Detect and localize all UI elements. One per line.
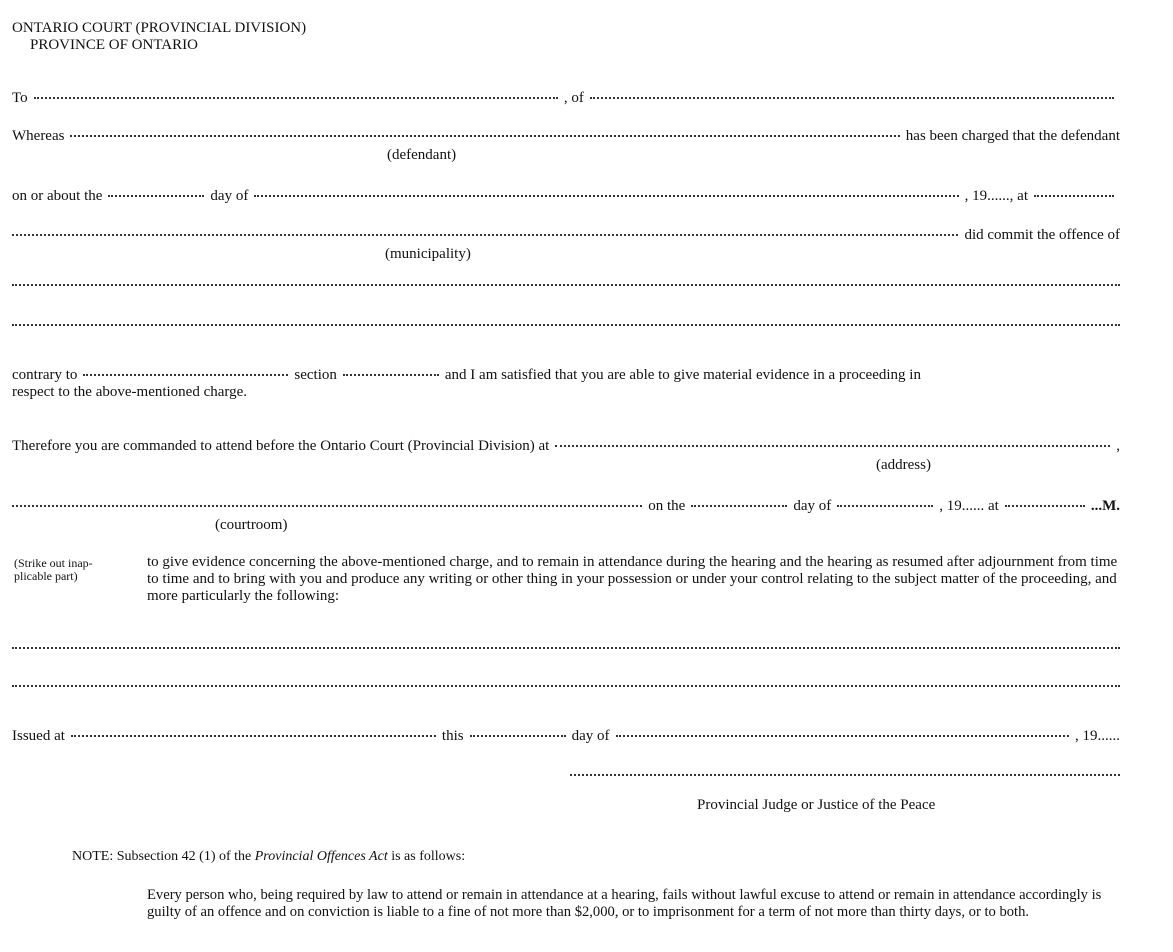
on-or-about-label: on or about the xyxy=(12,188,103,204)
to-label: To xyxy=(12,90,28,106)
province-title: PROVINCE OF ONTARIO xyxy=(30,37,198,53)
documents-field-1[interactable] xyxy=(12,647,1120,649)
address-caption: (address) xyxy=(876,457,931,473)
year-label-3: , 19...... xyxy=(1075,728,1120,744)
did-commit-label: did commit the offence of xyxy=(964,227,1120,243)
issued-at-label: Issued at xyxy=(12,728,65,744)
trailing-comma: , xyxy=(1116,438,1120,454)
therefore-text: Therefore you are commanded to attend before the Ontario Court (Provincial Division) at xyxy=(12,438,550,454)
of-label: , of xyxy=(563,90,584,106)
courtroom-field[interactable] xyxy=(12,505,642,507)
courtroom-caption: (courtroom) xyxy=(215,517,288,533)
day-of-label-3: day of xyxy=(571,728,610,744)
documents-line-2[interactable] xyxy=(12,688,1120,690)
issued-row xyxy=(12,728,1120,745)
therefore-row xyxy=(12,438,1120,455)
note-heading xyxy=(72,849,465,865)
signature-line[interactable] xyxy=(570,777,1120,779)
hearing-day-field[interactable] xyxy=(691,505,787,507)
year-label: , 19 xyxy=(964,188,988,204)
section-field[interactable] xyxy=(343,374,439,376)
satisfied-text: and I am satisfied that you are able to give material evidence in a proceeding in xyxy=(444,367,921,383)
statute-field[interactable] xyxy=(83,374,288,376)
on-the-label: on the xyxy=(648,498,686,514)
offence-description-field-1[interactable] xyxy=(12,284,1120,286)
meridiem-label: ...M. xyxy=(1090,498,1120,514)
offence-line-1[interactable] xyxy=(12,287,1120,289)
hearing-time-field[interactable] xyxy=(1005,505,1085,507)
whereas-label: Whereas xyxy=(12,128,65,144)
contrary-row xyxy=(12,367,1120,384)
section-label: section xyxy=(294,367,337,383)
offence-line-2[interactable] xyxy=(12,327,1120,329)
issued-place-field[interactable] xyxy=(71,735,436,737)
charged-label: has been charged that the defendant xyxy=(905,128,1120,144)
court-address-field[interactable] xyxy=(555,445,1110,447)
offence-description-field-2[interactable] xyxy=(12,324,1120,326)
recipient-address-field[interactable] xyxy=(590,97,1114,99)
documents-field-2[interactable] xyxy=(12,685,1120,687)
issued-month-field[interactable] xyxy=(616,735,1070,737)
recipient-name-field[interactable] xyxy=(34,97,558,99)
issued-day-field[interactable] xyxy=(470,735,566,737)
defendant-caption: (defendant) xyxy=(387,147,457,163)
contrary-to-label: contrary to xyxy=(12,367,78,383)
year-label-2: , 19 xyxy=(939,498,962,514)
act-name: Provincial Offences Act xyxy=(254,849,388,864)
signature-field[interactable] xyxy=(570,774,1120,776)
offence-place-field[interactable] xyxy=(1034,195,1114,197)
hearing-month-field[interactable] xyxy=(837,505,933,507)
municipality-field[interactable] xyxy=(12,234,958,236)
respect-text: respect to the above-mentioned charge. xyxy=(12,384,248,400)
note-suffix: is as follows: xyxy=(387,849,466,864)
municipality-caption: (municipality) xyxy=(385,246,471,262)
at-label-2: ...... at xyxy=(961,498,999,514)
evidence-paragraph: to give evidence concerning the above-mentioned charge, and to remain in attendance during the hearing and the hearing as resumed after adjournment from time to time and to bring with you and produce any writing or other thing in your possession or under your control relating to the subject matter of the proceeding, and more particularly the following: xyxy=(147,554,1118,604)
defendant-field[interactable] xyxy=(70,135,899,137)
court-title: ONTARIO COURT (PROVINCIAL DIVISION) xyxy=(12,20,307,36)
whereas-row xyxy=(12,128,1120,145)
at-label: ......, at xyxy=(987,188,1028,204)
note-prefix: NOTE: Subsection 42 (1) of the xyxy=(72,849,255,864)
date-row xyxy=(12,188,1120,205)
strike-out-note-2: plicable part) xyxy=(14,569,78,583)
courtroom-row xyxy=(12,498,1120,515)
this-label: this xyxy=(441,728,464,744)
offence-day-field[interactable] xyxy=(108,195,204,197)
offence-month-field[interactable] xyxy=(254,195,958,197)
day-of-label: day of xyxy=(210,188,249,204)
day-of-label-2: day of xyxy=(793,498,832,514)
to-row xyxy=(12,90,1120,107)
note-body: Every person who, being required by law to attend or remain in attendance at a hearing, fails without lawful excuse to attend or remain in attendance accordingly is guilty of an offence and on conviction is liable to a fine of not more than $2,000, or to imprisonment for a term of not more than thirty days, or to both. xyxy=(147,887,1102,920)
municipality-row xyxy=(12,227,1120,244)
signature-caption: Provincial Judge or Justice of the Peace xyxy=(697,797,936,813)
strike-out-note-1: (Strike out inap- xyxy=(14,556,93,570)
documents-line-1[interactable] xyxy=(12,650,1120,652)
